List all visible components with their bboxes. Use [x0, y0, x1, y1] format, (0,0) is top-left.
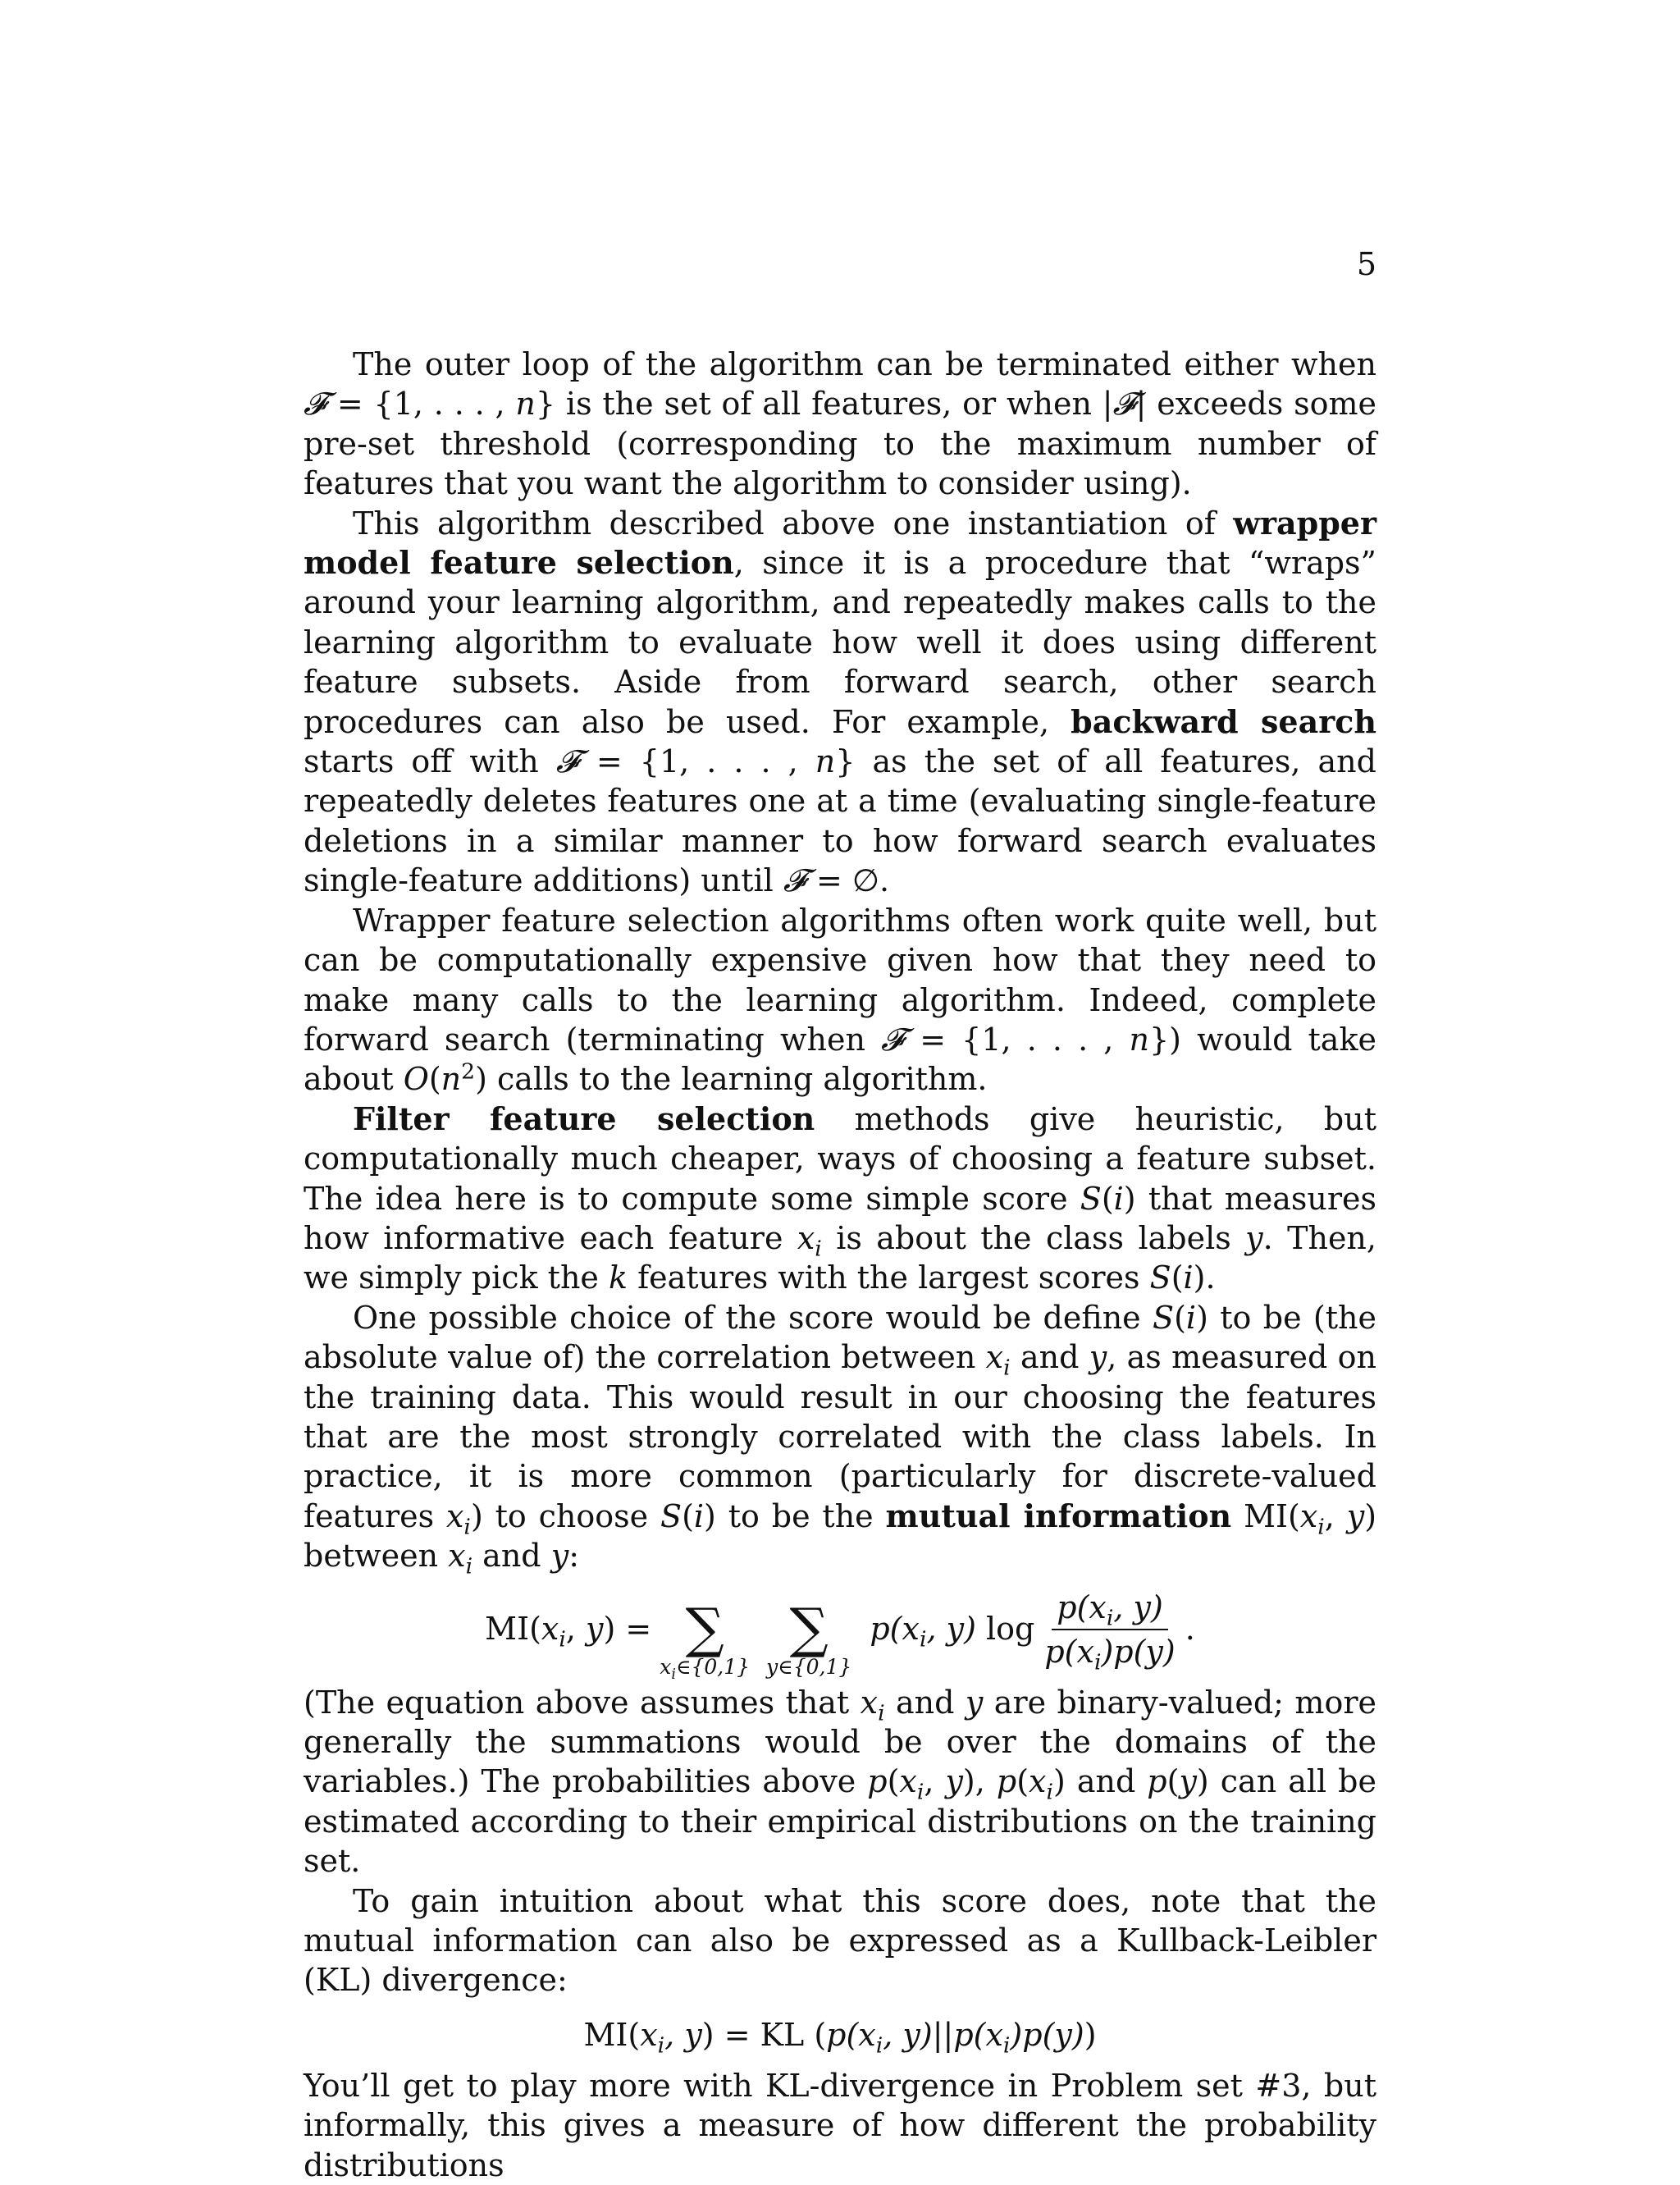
term-mutual-information: mutual information — [885, 1497, 1232, 1534]
equation-kl-divergence: $MI(x_i$, y) = KL ($p(x_i$, $y)||p(x_i)p(y)$) — [583, 2016, 1097, 2059]
term-backward-search: backward search — [1071, 702, 1376, 740]
term-wrapper-model: wrapper model feature selection — [304, 504, 1376, 582]
summation-limit-y: y∈{0,1} — [766, 1654, 852, 1679]
equation-mi-term: $p(x_i$, y) log — [860, 1611, 1035, 1652]
equation-mutual-information: $MI(x_i$, y) = ∑ $x_i\in\{0,1\}$ ∑ y∈{0,1} $p(x_i$, y) log $\frac{p(x_i, y)}{p(x_i)p(y)}$ . — [485, 1588, 1195, 1683]
paragraph-outer-loop: The outer loop of the algorithm can be terminated either when 𝓕 = {1, . . . , n} is the set of all features, or when |𝓕| exceeds some pre-set threshold (corresponding to the maximum number of features that you want the algorithm to consider using). — [304, 346, 1376, 502]
paragraph-filter: Filter feature selection methods give heuristic, but computationally much cheaper, ways of choosing a feature subset. The idea here is to compute some simple score S(i) that measures how informative each feature $x_i$ is about the class labels y. Then, we simply pick the k features with the largest scores S(i). — [304, 1099, 1376, 1296]
fraction-denominator: $p(x_i)p(y)$ — [1044, 1633, 1176, 1675]
page-body — [304, 345, 1376, 2185]
equation-mi-lhs: $MI(x_i$, y) = — [485, 1611, 652, 1652]
paragraph-score: One possible choice of the score would be define S(i) to be (the absolute value of) the correlation between $x_i$ and y, as measured on the training data. This would result in our choosing the features that are the most strongly correlated with the class labels. In practice, it is more common (particularly for discrete-valued features $x_i$) to choose S(i) to be the mutual information $MI(x_i$, y) between $x_i$ and y: — [304, 1299, 1377, 1579]
paragraph-binary-note: (The equation above assumes that $x_i$ and y are binary-valued; more generally the summations would be over the domains of the variables.) The probabilities above $p(x_i$, y), $p(x_i)$ and p(y) can all be estimated according to their empirical distributions on the training set. — [304, 1684, 1377, 1880]
fraction-numerator: $p(x_i$, y) — [1052, 1589, 1168, 1630]
summation-y: ∑ y∈{0,1} — [766, 1596, 852, 1679]
page-number: 5 — [1356, 246, 1376, 282]
equation-mi-fraction — [1039, 1588, 1180, 1675]
summation-limit-xi: $x_i\in\{0,1\}$ — [660, 1654, 751, 1683]
paragraph-wrapper: This algorithm described above one instantiation of wrapper model feature selection, since it is a procedure that “wraps” around your learning algorithm, and repeatedly makes calls to the learning algorithm to evaluate how well it does using different feature subsets. Aside from forward search, other search procedures can also be used. For example, backward search starts off with 𝓕 = {1, . . . , n} as the set of all features, and repeatedly deletes features one at a time (evaluating single-feature deletions in a similar manner to how forward search evaluates single-feature additions) until 𝓕 = ∅. — [304, 504, 1376, 899]
paragraph-wrapper-cost: Wrapper feature selection algorithms often work quite well, but can be computationally expensive given how that they need to make many calls to the learning algorithm. Indeed, complete forward search (terminating when 𝓕 = {1, . . . , n}) would take about $O(n^2)$ calls to the learning algorithm. — [304, 902, 1376, 1098]
term-filter-feature-selection: Filter feature selection — [353, 1099, 815, 1137]
paragraph-kl-intro: To gain intuition about what this score does, note that the mutual information can also be expressed as a Kullback-Leibler (KL) divergence: — [304, 1882, 1376, 1999]
summation-xi: ∑ $x_i\in\{0,1\}$ — [660, 1596, 751, 1683]
paragraph-kl-informal: You’ll get to play more with KL-divergence in Problem set #3, but informally, this gives a measure of how different the probability distributions — [304, 2067, 1376, 2183]
